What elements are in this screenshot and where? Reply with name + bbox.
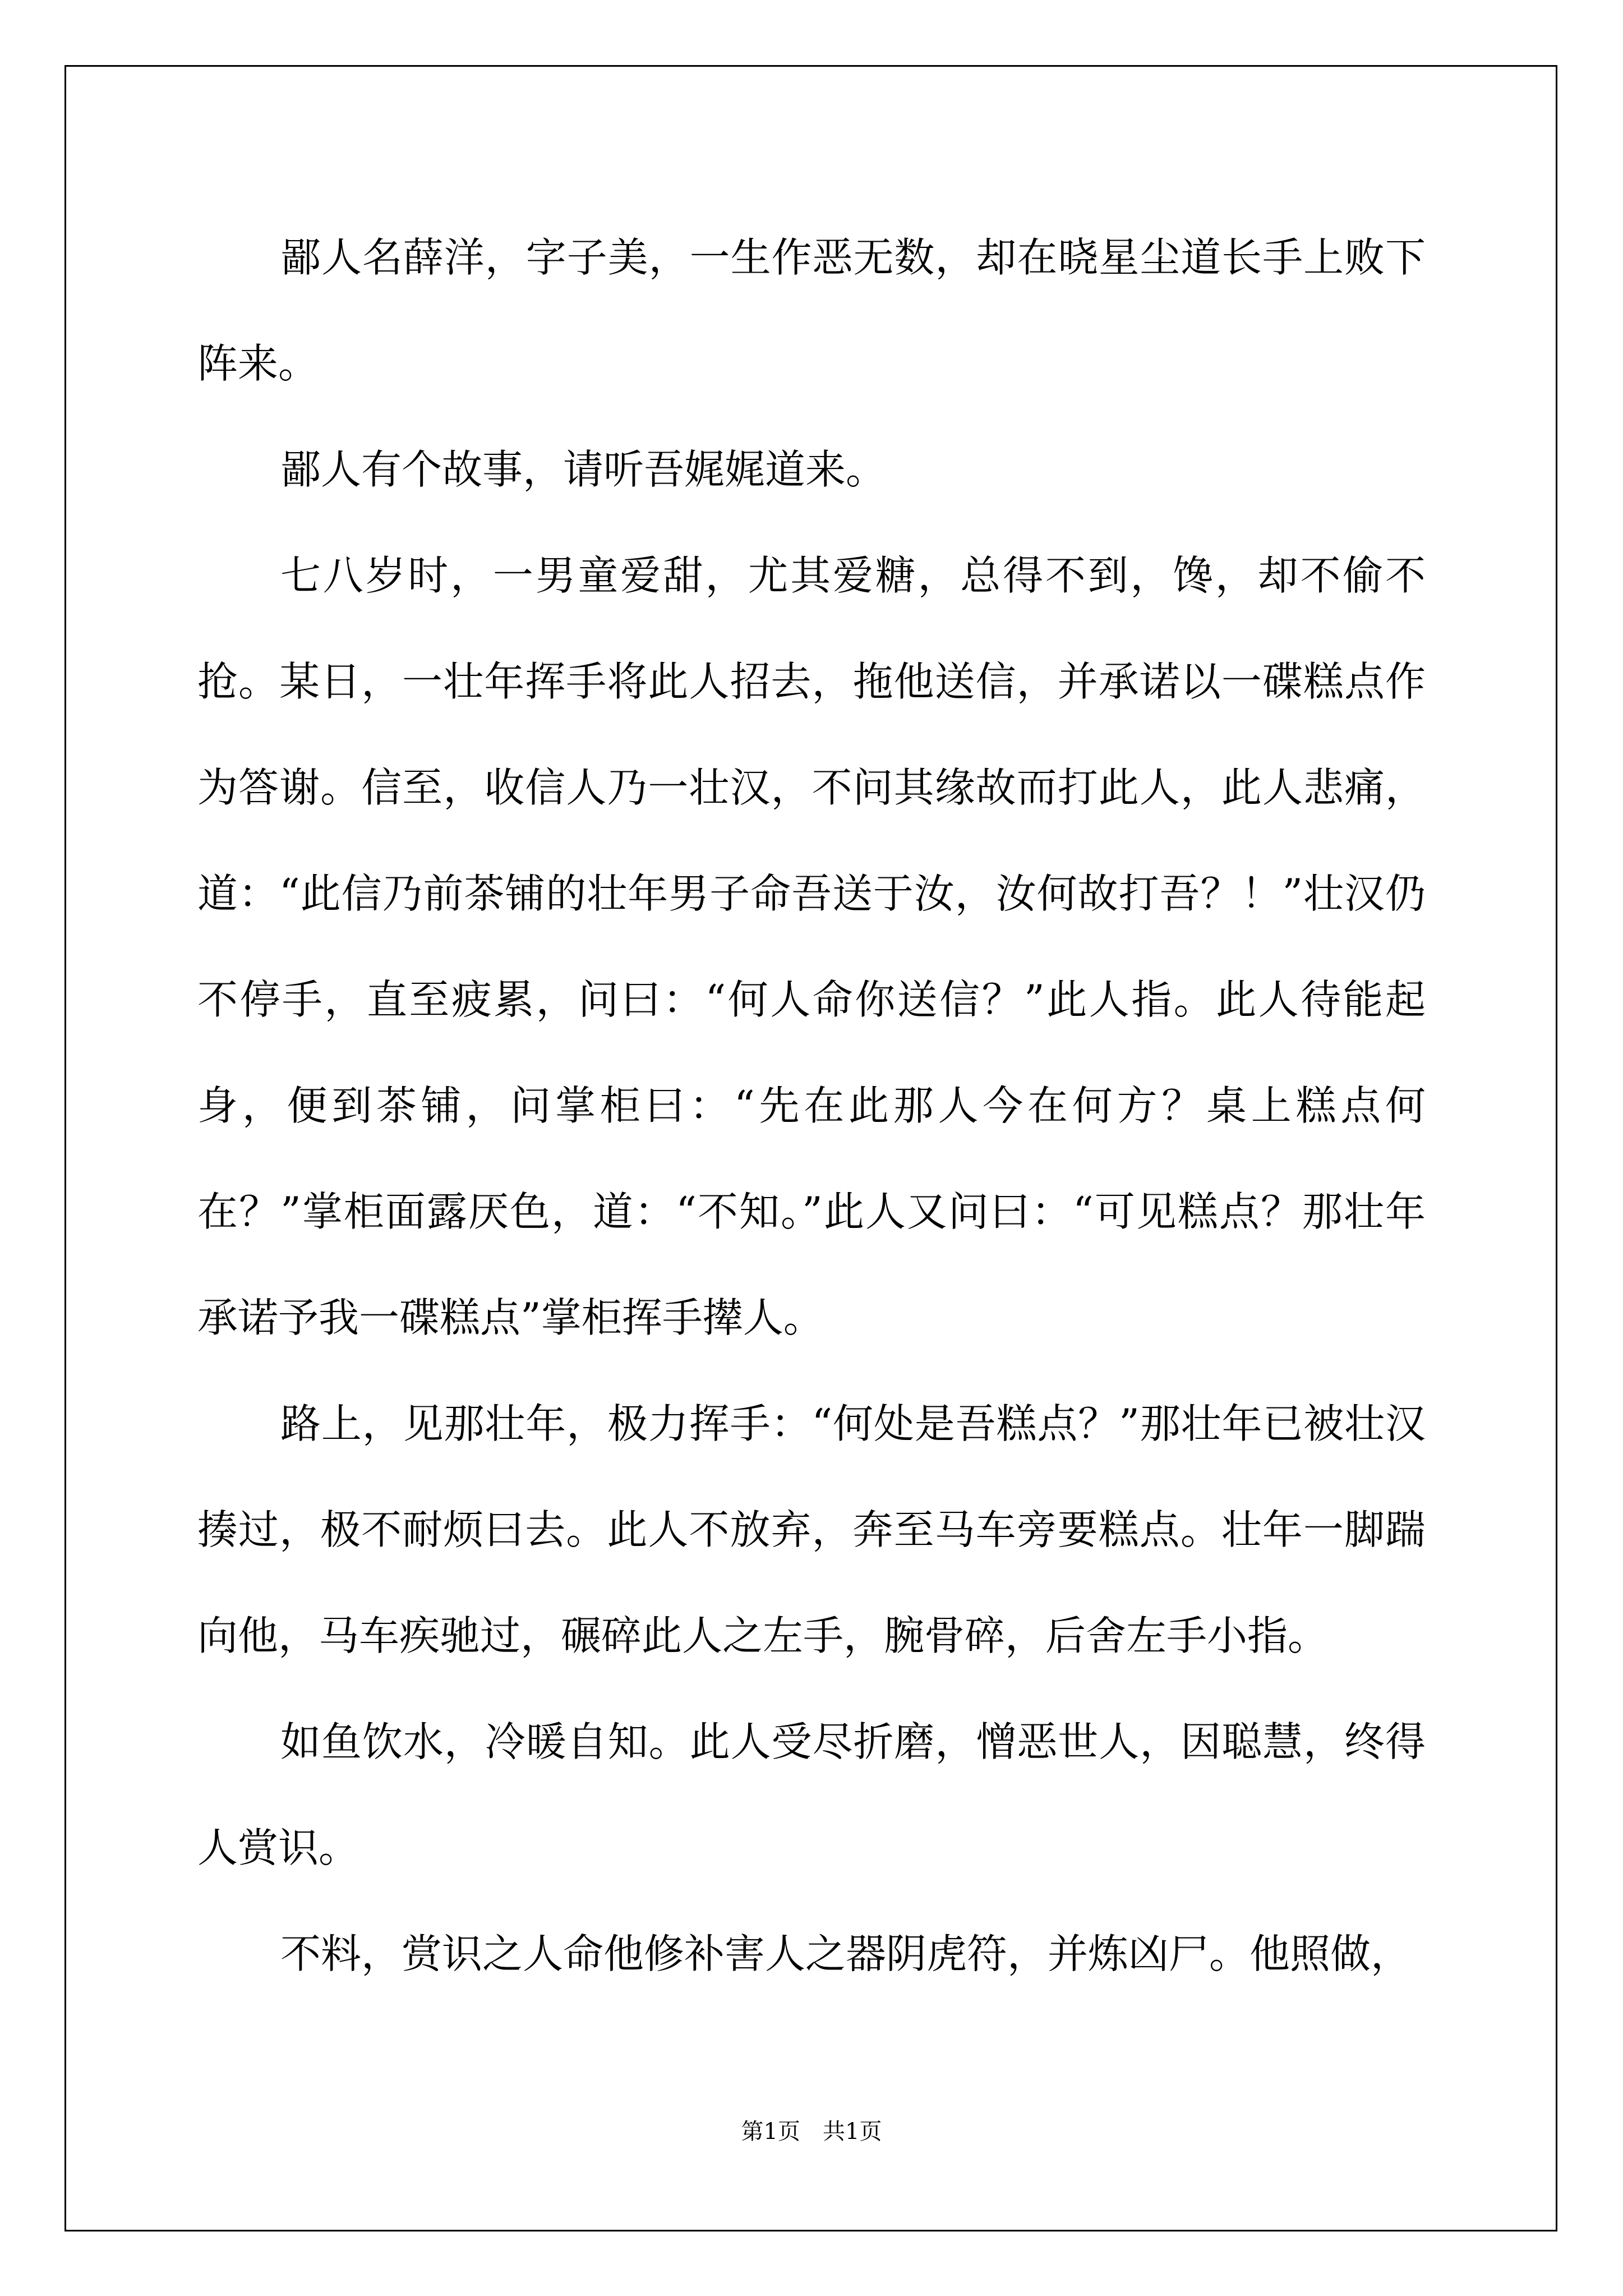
paragraph-1: 鄙人名薛洋，字子美，一生作恶无数，却在晓星尘道长手上败下阵来。 xyxy=(197,234,1426,387)
paragraph-3: 七八岁时，一男童爱甜，尤其爱糖，总得不到，馋，却不偷不抢。某日，一壮年挥手将此人招去，拖他送信，并承诺以一碟糕点作为答谢。信至，收信人乃一壮汉，不问其缘故而打此人，此人悲痛，道：“此信乃前茶铺的壮年男子命吾送于汝，汝何故打吾？！”壮汉仍不停手，直至疲累，问曰：“何人命你送信？”此人指。此人待能起身，便到茶铺，问掌柜曰：“先在此那人今在何方？桌上糕点何在？”掌柜面露厌色，道：“不知。”此人又问曰：“可见糕点？那壮年承诺予我一碟糕点”掌柜挥手撵人。 xyxy=(197,552,1426,1341)
paragraph-5: 如鱼饮水，冷暖自知。此人受尽折磨，憎恶世人，因聪慧，终得人赏识。 xyxy=(197,1718,1426,1871)
page-number: 第1页 xyxy=(741,2119,800,2145)
page-total: 共1页 xyxy=(823,2119,882,2145)
paragraph-2: 鄙人有个故事，请听吾娓娓道来。 xyxy=(280,446,887,493)
document-body xyxy=(197,205,1426,2007)
paragraph-4: 路上，见那壮年，极力挥手：“何处是吾糕点？”那壮年已被壮汉揍过，极不耐烦曰去。此人不放弃，奔至马车旁要糕点。壮年一脚踹向他，马车疾驰过，碾碎此人之左手，腕骨碎，后舍左手小指。 xyxy=(197,1400,1426,1659)
paragraph-6: 不料，赏识之人命他修补害人之器阴虎符，并炼凶尸。他照做， xyxy=(280,1930,1412,1977)
page-footer xyxy=(0,2115,1623,2148)
